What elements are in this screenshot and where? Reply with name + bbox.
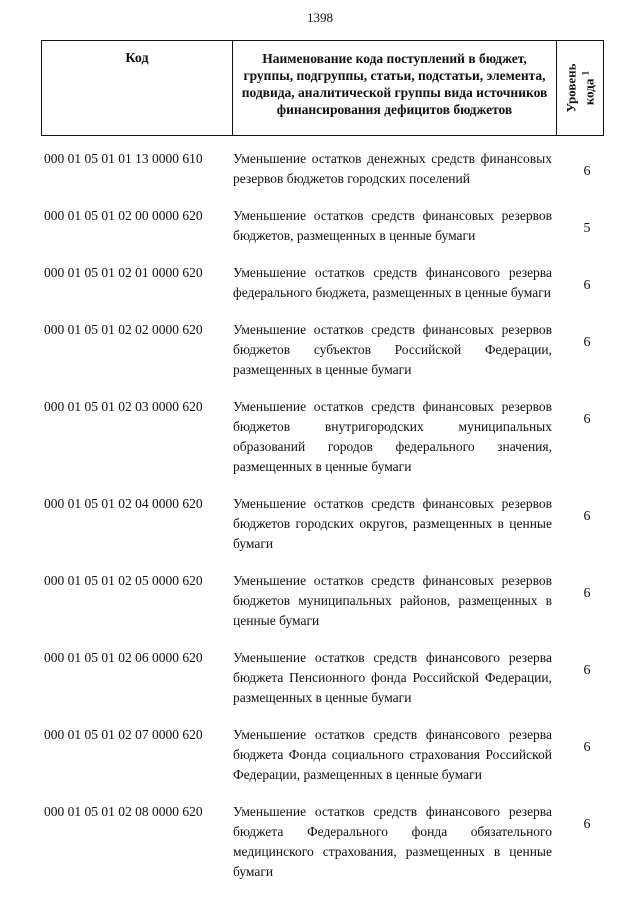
row-code: 000 01 05 01 02 06 0000 620 — [44, 650, 203, 665]
row-name: Уменьшение остатков средств финансовых резервов бюджетов субъектов Российской Федерации, размещенных в ценные бумаги — [233, 322, 552, 377]
header-level-line1: Уровень — [563, 63, 579, 113]
table-row — [44, 571, 604, 631]
table-body — [44, 149, 604, 899]
row-level: 6 — [583, 663, 591, 678]
row-name: Уменьшение остатков средств финансового резерва бюджета Пенсионного фонда Российской Федерации, размещенных в ценные бумаги — [233, 650, 552, 705]
header-level-line2: кода — [581, 78, 597, 106]
row-name: Уменьшение остатков средств финансового резерва бюджета Фонда социального страхования Российской Федерации, размещенных в ценные бумаги — [233, 727, 552, 782]
row-level: 6 — [583, 740, 591, 755]
row-code: 000 01 05 01 02 02 0000 620 — [44, 322, 203, 337]
row-code: 000 01 05 01 01 13 0000 610 — [44, 151, 203, 166]
row-name: Уменьшение остатков средств финансовых резервов бюджетов муниципальных районов, размещенных в ценные бумаги — [233, 573, 552, 628]
table-row — [44, 149, 604, 189]
header-code: Код — [42, 41, 233, 135]
row-code: 000 01 05 01 02 07 0000 620 — [44, 727, 203, 742]
row-code: 000 01 05 01 02 04 0000 620 — [44, 496, 203, 511]
row-level: 6 — [583, 278, 591, 293]
row-level: 6 — [583, 817, 591, 832]
header-level-cell — [557, 41, 603, 135]
row-name: Уменьшение остатков средств финансового резерва федерального бюджета, размещенных в ценные бумаги — [233, 265, 552, 300]
header-level — [563, 63, 596, 112]
table-row — [44, 725, 604, 785]
table-row — [44, 320, 604, 380]
row-level: 6 — [583, 164, 591, 179]
header-level-footnote: 1 — [580, 70, 591, 76]
row-name: Уменьшение остатков средств финансового резерва бюджета Федерального фонда обязательного медицинского страхования, размещенных в ценные бумаги — [233, 804, 552, 879]
row-code: 000 01 05 01 02 08 0000 620 — [44, 804, 203, 819]
header-name: Наименование кода поступлений в бюджет, группы, подгруппы, статьи, подстатьи, элемента, подвида, аналитической группы вида источников финансирования дефицитов бюджетов — [233, 41, 557, 135]
row-name: Уменьшение остатков средств финансовых резервов бюджетов, размещенных в ценные бумаги — [233, 208, 552, 243]
table-row — [44, 397, 604, 477]
row-code: 000 01 05 01 02 01 0000 620 — [44, 265, 203, 280]
page-number: 1398 — [307, 10, 333, 25]
row-name: Уменьшение остатков средств финансовых резервов бюджетов городских округов, размещенных в ценные бумаги — [233, 496, 552, 551]
row-name: Уменьшение остатков средств финансовых резервов бюджетов внутригородских муниципальных образований городов федерального значения, размещенных в ценные бумаги — [233, 399, 552, 474]
row-level: 6 — [583, 335, 591, 350]
table-row — [44, 494, 604, 554]
row-level: 6 — [583, 586, 591, 601]
table-row — [44, 263, 604, 303]
row-level: 5 — [583, 221, 591, 236]
row-level: 6 — [583, 412, 591, 427]
row-code: 000 01 05 01 02 03 0000 620 — [44, 399, 203, 414]
row-name: Уменьшение остатков денежных средств финансовых резервов бюджетов городских поселений — [233, 151, 552, 186]
row-level: 6 — [583, 509, 591, 524]
table-header — [41, 40, 604, 136]
table-row — [44, 802, 604, 882]
row-code: 000 01 05 01 02 05 0000 620 — [44, 573, 203, 588]
row-code: 000 01 05 01 02 00 0000 620 — [44, 208, 203, 223]
table-row — [44, 206, 604, 246]
table-row — [44, 648, 604, 708]
